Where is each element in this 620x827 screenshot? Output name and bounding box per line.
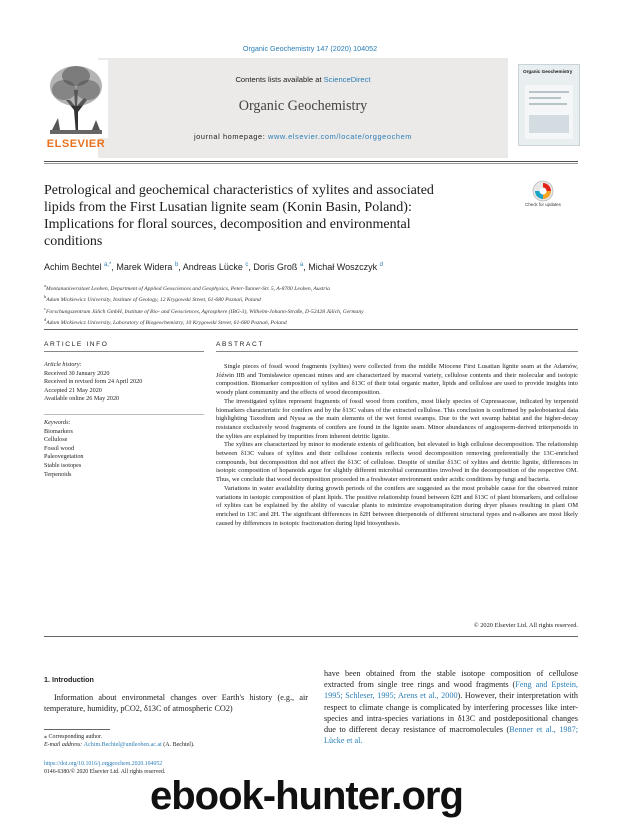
keywords-rule [44,414,204,415]
introduction-text-right [324,668,578,746]
cover-title: Organic Geochemistry [523,69,573,74]
title-line: conditions [44,234,103,249]
author-list: Achim Bechtel $^{a,*}$, Marek Widera $^b$, Andreas Lücke $^c$, Doris Groß $^a$, Michał Woszczyk $^d$ [44,262,383,272]
affiliation-text: Adam Mickiewicz University, Laboratory of Biogeochemistry, 10 Krygowski Street, 61-680 Poznań, Poland [46,319,287,326]
watermark: ebook-hunter.org [150,774,463,818]
introduction-text-left: Information about environmetal changes over Earth's history (e.g., air temperature, humidity, pCO2, δ13C of atmospheric CO2) [44,693,308,714]
affiliation [44,282,578,293]
affiliation-text: Montanuniversitaet Leoben, Department of Applied Geosciences and Geophysics, Peter-Tunner-Str. 5, A-8700 Leoben, Austria [45,285,330,292]
author-affiliation-mark[interactable]: b [174,262,179,268]
history-item: Accepted 21 May 2020 [44,386,102,394]
copyright: © 2020 Elsevier Ltd. All rights reserved. [473,622,578,629]
check-for-updates-label[interactable]: Check for updates [525,202,561,207]
affiliation [44,316,578,327]
contents-prefix: Contents lists available at [235,75,324,84]
history-label: Article history: [44,361,82,368]
abstract-paragraph: The investigated xylites represent fragments of fossil wood from conifers, most likely species of Cupressaceae, indicated by terpenoid biomarkers characteristic for conifers and by the δ13C values of the extracted cellulose. This conclusion is confirmed by paleobotanical data highlighting Taxodium and Nyssa as the main elements of the wet forest swamps. Due to the wet swamp habitat and the higher-decay resistance exclusively wood fragments of conifers are found in the lignite seam. Minor abundances of angiosperm-derived triterpenoids in the xylites are explained by impurities from inherent detritic lignite. [216,397,578,440]
journal-cover-thumbnail [518,64,580,146]
email-suffix: (A. Bechtel). [161,742,195,749]
journal-reference[interactable]: Organic Geochemistry 147 (2020) 104052 [242,44,378,53]
intro-text: ). However, their interpretation with respect to climate change is complicated by interfering processes like inter-species and intra-species variations in δ13C and postdepositional changes due to different decay resistance of macromolecules ( [324,691,578,735]
email-label: E-mail address: [44,742,84,749]
article-info-rule [44,351,204,352]
affiliation-list [44,282,578,327]
author[interactable]: Doris Groß [253,262,298,272]
keyword: Cellulose [44,436,68,444]
history-item: Received in revised form 24 April 2020 [44,378,143,386]
homepage-link[interactable]: www.elsevier.com/locate/orggeochem [268,132,413,141]
abstract-body [216,363,578,528]
affiliation-text: Forschungszentrum Jülich GmbH, Institute of Bio- and Geosciences, Agrosphere (IBG-3), Wilhelm-Johann-Straße, D-52428 Jülich, Germany [45,308,364,315]
author-affiliation-mark[interactable]: a [299,262,304,268]
abstract-heading: ABSTRACT [216,341,264,348]
title-line: Implications for floral sources, decomposition and environmental [44,217,411,232]
keyword: Terpenoids [44,470,72,478]
abstract-end-rule [44,636,578,637]
author-affiliation-mark[interactable]: c [245,262,249,268]
affiliation-text: Adam Mickiewicz University, Institute of Geology, 12 Krygowski Street, 61-680 Poznań, Poland [46,297,261,304]
intro-text: have been obtained from the stable isotope composition of cellulose extracted from single tree rings and wood fragments ( [324,669,578,690]
citation-link[interactable]: Feng and Epstein, 1995; Schleser, 1995; Arens et al., 2000 [324,680,578,701]
abstract-paragraph: The xylites are characterized by minor to moderate extents of gelification, but elevated to high cellulose decomposition. The relationship between δ13C values of xylites and their cellulose contents reflects wood decomposition removing preferentially the 13C-enriched compounds, but decomposition did not affect the δ13C of cellulose. Despite of similar δ13C of xylites and detritic lignite, differences in isotopic composition of hopanoids argue for slightly different microbial communities involved in the decomposition of the respective OM. Thus, we conclude that wood decomposition proceeded in a freshwater environment under acidic conditions by fungi and bacteria. [216,441,578,484]
sciencedirect-link[interactable]: ScienceDirect [323,75,371,84]
article-title [44,182,514,250]
author[interactable]: Achim Bechtel [44,262,102,272]
publisher-name: ELSEVIER [46,138,106,150]
abstract-paragraph: Variations in water availability during growth periods of the conifers are suggested as the most probable cause for the observed minor variations in isotopic composition of plant lipids. The positive relationship found between δ2H and δ13C of plant biomarkers, and cellulose of xylites can be explained by the ability of vascular plants to minimize evapotranspiration during dryer phases resulting in plant OM enriched in 13C and 2H. The significant differences in δ2H between diterpenoids of different structural types and n-alkanes are most likely caused by differences in isotopic fractionation during lipid biosynthesis. [216,484,578,527]
keywords [44,419,204,479]
keyword: Biomarkers [44,427,73,435]
citation-link[interactable]: Benner et al., 1987; Lücke et al. [324,725,578,746]
section-rule [44,329,578,330]
article-history [44,361,204,404]
keyword: Fossil wood [44,444,75,452]
abstract-paragraph: Single pieces of fossil wood fragments (xylites) were collected from the middle Miocene First Lusatian lignite seam at the Adamów, Jóźwin IIB and Tomisławice opencast mines and are characterized by maceral variety, cellulose contents and their molecular and isotopic composition. Biomarker composition of xylites and δ13C of their total organic matter, lipids and cellulose are used to provide insights into woody plant community and the effects of wood decomposition. [216,363,578,397]
homepage-prefix: journal homepage: [193,132,269,141]
title-line: lipids from the First Lusatian lignite seam (Konin Basin, Poland): [44,200,412,215]
email-link[interactable]: Achim.Bechtel@unileoben.ac.at [83,742,162,749]
affiliation-mark: a [44,283,46,288]
header-rule-thin [44,163,578,164]
article-info-heading: ARTICLE INFO [44,341,109,348]
author-affiliation-mark[interactable]: a,* [104,262,112,268]
email-line [44,741,308,749]
affiliation-mark: d [44,316,47,322]
contents-line [98,75,508,84]
author[interactable]: Marek Widera [116,262,173,272]
cover-graphic [525,85,573,139]
footnote [44,733,308,750]
history-item: Available online 26 May 2020 [44,395,120,403]
keyword: Paleovegetation [44,453,84,461]
history-item: Received 30 January 2020 [44,369,110,377]
keyword: Stable isotopes [44,461,82,469]
author[interactable]: Andreas Lücke [182,262,243,272]
issn-line: 0146-6380/© 2020 Elsevier Ltd. All rights reserved. [44,769,166,775]
header-rule [44,161,578,162]
author-affiliation-mark[interactable]: d [379,262,383,268]
journal-homepage [98,132,508,141]
affiliation-mark: c [44,305,46,311]
doi-link[interactable]: https://doi.org/10.1016/j.orggeochem.2020.104052 [44,761,163,767]
affiliation [44,293,578,304]
author[interactable]: Michał Woszczyk [308,262,378,272]
journal-title: Organic Geochemistry [238,98,368,114]
check-for-updates-icon[interactable] [530,180,556,214]
introduction-heading: 1. Introduction [44,675,94,684]
keywords-label: Keywords: [44,419,71,426]
affiliation-mark: b [44,294,47,300]
abstract-rule [216,351,578,352]
affiliation [44,305,578,316]
footnote-rule [44,729,110,730]
corresponding-author-note: ⁎ Corresponding author. [44,734,103,740]
title-line: Petrological and geochemical characteristics of xylites and associated [44,183,434,198]
